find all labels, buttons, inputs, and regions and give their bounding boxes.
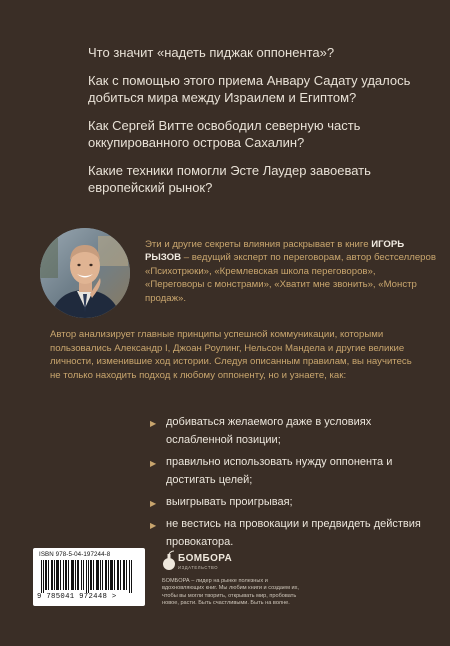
- bio-intro: Эти и другие секреты влияния раскрывает в книге: [145, 239, 369, 250]
- list-item: ▶ не вестись на провокации и предвидеть действия провокатора.: [150, 518, 421, 548]
- benefits-list: [150, 413, 430, 555]
- question: Что значит «надеть пиджак оппонента»?: [88, 45, 335, 60]
- publisher-name: БОМБОРА: [178, 553, 233, 564]
- list-item: ▶ выигрывать проигрывая;: [150, 493, 430, 511]
- barcode-number: 9 785041 972448 >: [37, 593, 117, 601]
- bomb-logo-icon: [162, 550, 176, 572]
- barcode: [33, 548, 145, 606]
- question: Как Сергей Витте освободил северную часть оккупированного острова Сахалин?: [88, 118, 361, 150]
- book-summary: Автор анализирует главные принципы успешной коммуникации, которыми пользовались Александр I, Джоан Роулинг, Нельсон Мандела и другие великие личности, изменившие ход истории. Следуя описанным правилам, вы научитесь не только находить подход к любому оппоненту, но и узнаете, как:: [50, 329, 412, 381]
- author-photo: [40, 228, 130, 318]
- bullet-arrow-icon: ▶: [150, 459, 157, 468]
- questions-list: [88, 44, 418, 207]
- list-item: ▶ добиваться желаемого даже в условиях ослабленной позиции;: [150, 416, 372, 446]
- barcode-bars-icon: [41, 560, 137, 593]
- author-bio: [145, 238, 437, 305]
- publisher-subtitle: ИЗДАТЕЛЬСТВО: [178, 565, 219, 570]
- bullet-arrow-icon: ▶: [150, 521, 157, 530]
- bullet-arrow-icon: ▶: [150, 419, 157, 428]
- question: Как с помощью этого приема Анвару Садату удалось добиться мира между Израилем и Египтом?: [88, 73, 411, 105]
- question: Какие техники помогли Эсте Лаудер завоевать европейский рынок?: [88, 163, 371, 195]
- publisher-logo: [162, 550, 272, 574]
- isbn-label: ISBN 978-5-04-197244-8: [39, 551, 111, 558]
- list-item: ▶ правильно использовать нужду оппонента и достигать целей;: [150, 456, 393, 486]
- publisher-description: БОМБОРА – лидер на рынке полезных и вдохновляющих книг. Мы любим книги и создаем их, чтобы вы могли творить, открывать мир, пробовать новое, расти. Быть счастливыми. Быть на волне.: [162, 578, 299, 607]
- bullet-arrow-icon: ▶: [150, 499, 157, 508]
- author-name: ИГОРЬ РЫЗОВ: [145, 239, 405, 264]
- bio-rest: – ведущий эксперт по переговорам, автор бестселлеров «Психотрюки», «Кремлевская школа переговоров», «Переговоры с монстрами», «Хватит мне звонить», «Монстр продаж».: [145, 252, 436, 304]
